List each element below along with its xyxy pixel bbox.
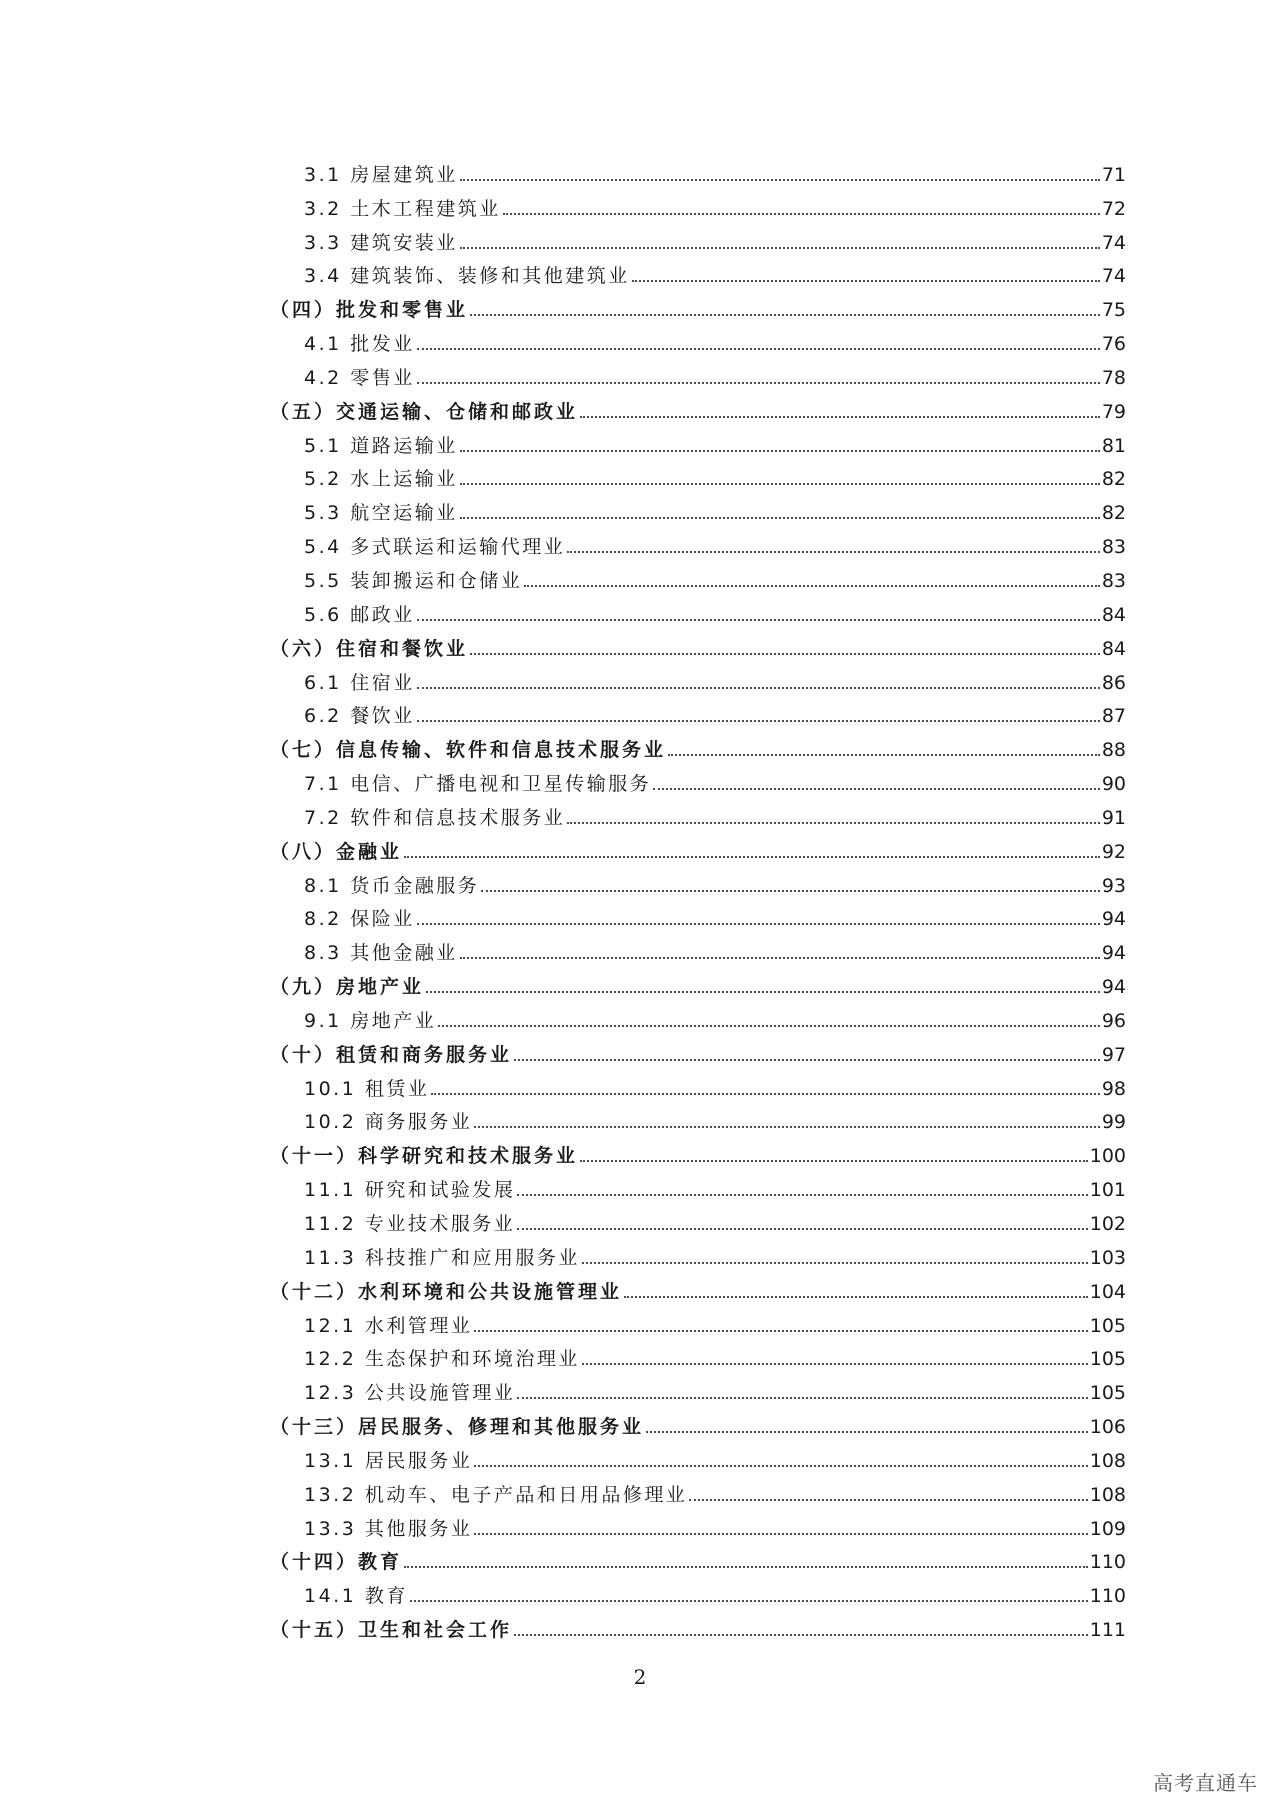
toc-entry-title: （九）房地产业 [270, 976, 425, 999]
toc-entry-title: 10.1 租赁业 [304, 1077, 430, 1100]
toc-section-entry[interactable] [270, 830, 1126, 864]
toc-entry-title: 8.1 货币金融服务 [304, 874, 480, 897]
toc-subsection-entry[interactable] [270, 221, 1126, 255]
toc-dot-leader [474, 1330, 1087, 1332]
toc-entry-title: 8.3 其他金融业 [304, 942, 458, 965]
toc-dot-leader [417, 923, 1100, 925]
toc-entry-page-number: 74 [1101, 265, 1126, 288]
toc-entry-title: 7.2 软件和信息技术服务业 [304, 806, 566, 829]
toc-dot-leader [474, 1533, 1087, 1535]
toc-dot-leader [417, 687, 1100, 689]
toc-entry-page-number: 76 [1101, 333, 1126, 356]
toc-entry-title: 5.5 装卸搬运和仓储业 [304, 569, 523, 592]
toc-dot-leader [567, 822, 1100, 824]
toc-entry-page-number: 104 [1089, 1280, 1126, 1303]
toc-entry-title: 10.2 商务服务业 [304, 1111, 473, 1134]
toc-dot-leader [514, 1059, 1100, 1061]
toc-entry-title: 5.3 航空运输业 [304, 502, 458, 525]
toc-entry-page-number: 102 [1089, 1213, 1126, 1235]
toc-subsection-entry[interactable] [270, 661, 1126, 695]
toc-entry-page-number: 93 [1101, 874, 1126, 897]
toc-subsection-entry[interactable] [270, 1371, 1126, 1405]
toc-subsection-entry[interactable] [270, 187, 1126, 221]
toc-subsection-entry[interactable] [270, 458, 1126, 492]
toc-subsection-entry[interactable] [270, 695, 1126, 729]
page-number: 2 [633, 1665, 647, 1689]
toc-dot-leader [417, 382, 1100, 384]
toc-dot-leader [460, 450, 1100, 452]
toc-entry-title: 12.1 水利管理业 [304, 1314, 473, 1337]
toc-entry-title: 5.6 邮政业 [304, 603, 415, 626]
toc-dot-leader [624, 1296, 1088, 1298]
toc-entry-page-number: 88 [1101, 739, 1126, 762]
toc-entry-page-number: 105 [1089, 1314, 1126, 1337]
toc-entry-title: 13.1 居民服务业 [304, 1449, 473, 1472]
toc-subsection-entry[interactable] [270, 796, 1126, 830]
toc-entry-title: 11.1 研究和试验发展 [304, 1179, 516, 1202]
toc-entry-page-number: 100 [1089, 1145, 1126, 1168]
toc-entry-page-number: 110 [1089, 1585, 1126, 1608]
toc-subsection-entry[interactable] [270, 322, 1126, 356]
toc-entry-page-number: 109 [1089, 1517, 1126, 1540]
toc-section-entry[interactable] [270, 1541, 1126, 1575]
toc-entry-title: 12.3 公共设施管理业 [304, 1382, 516, 1405]
toc-section-entry[interactable] [270, 965, 1126, 999]
toc-entry-title: （六）住宿和餐饮业 [270, 637, 469, 660]
toc-entry-page-number: 103 [1089, 1246, 1126, 1269]
toc-dot-leader [460, 247, 1100, 249]
toc-entry-title: （十二）水利环境和公共设施管理业 [270, 1280, 623, 1303]
toc-dot-leader [653, 788, 1100, 790]
toc-entry-title: 11.2 专业技术服务业 [304, 1213, 516, 1235]
toc-entry-page-number: 99 [1101, 1111, 1126, 1134]
toc-entry-title: 11.3 科技推广和应用服务业 [304, 1246, 580, 1269]
toc-entry-title: （十四）教育 [270, 1551, 403, 1574]
toc-entry-title: （八）金融业 [270, 840, 403, 863]
toc-dot-leader [582, 1363, 1088, 1365]
toc-dot-leader [438, 1025, 1100, 1027]
toc-dot-leader [431, 1093, 1099, 1095]
toc-entry-title: 13.3 其他服务业 [304, 1517, 473, 1540]
toc-dot-leader [474, 1465, 1087, 1467]
toc-entry-page-number: 110 [1089, 1551, 1126, 1574]
toc-dot-leader [474, 1126, 1099, 1128]
toc-subsection-entry[interactable] [270, 1304, 1126, 1338]
toc-entry-title: 5.4 多式联运和运输代理业 [304, 536, 566, 559]
toc-dot-leader [417, 348, 1100, 350]
toc-subsection-entry[interactable] [270, 356, 1126, 390]
toc-subsection-entry[interactable] [270, 1202, 1126, 1236]
toc-dot-leader [632, 280, 1100, 282]
toc-subsection-entry[interactable] [270, 424, 1126, 458]
toc-subsection-entry[interactable] [270, 762, 1126, 796]
toc-entry-title: 13.2 机动车、电子产品和日用品修理业 [304, 1483, 688, 1506]
toc-subsection-entry[interactable] [270, 1439, 1126, 1473]
toc-entry-page-number: 105 [1089, 1348, 1126, 1371]
toc-dot-leader [417, 720, 1100, 722]
toc-entry-page-number: 84 [1101, 637, 1126, 660]
toc-entry-page-number: 94 [1101, 908, 1126, 931]
toc-dot-leader [470, 314, 1100, 316]
toc-section-entry[interactable] [270, 1608, 1126, 1642]
toc-dot-leader [689, 1499, 1087, 1501]
toc-subsection-entry[interactable] [270, 593, 1126, 627]
toc-entry-title: 3.2 土木工程建筑业 [304, 197, 501, 220]
toc-subsection-entry[interactable] [270, 559, 1126, 593]
toc-subsection-entry[interactable] [270, 1338, 1126, 1372]
toc-entry-page-number: 81 [1101, 434, 1126, 457]
toc-section-entry[interactable] [270, 1033, 1126, 1067]
toc-entry-title: 12.2 生态保护和环境治理业 [304, 1348, 580, 1371]
toc-dot-leader [567, 551, 1100, 553]
toc-dot-leader [410, 1600, 1088, 1602]
toc-entry-title: （七）信息传输、软件和信息技术服务业 [270, 739, 667, 762]
toc-entry-title: 3.4 建筑装饰、装修和其他建筑业 [304, 265, 630, 288]
toc-section-entry[interactable] [270, 1134, 1126, 1168]
toc-entry-title: 3.3 建筑安装业 [304, 231, 458, 254]
toc-subsection-entry[interactable] [270, 999, 1126, 1033]
toc-subsection-entry[interactable] [270, 1473, 1126, 1507]
toc-entry-title: 6.2 餐饮业 [304, 705, 415, 728]
toc-dot-leader [503, 213, 1100, 215]
table-of-contents [270, 153, 1126, 1642]
toc-subsection-entry[interactable] [270, 1067, 1126, 1101]
toc-entry-title: 7.1 电信、广播电视和卫星传输服务 [304, 773, 652, 796]
toc-subsection-entry[interactable] [270, 1101, 1126, 1135]
toc-entry-page-number: 74 [1101, 231, 1126, 254]
toc-entry-page-number: 83 [1101, 569, 1126, 592]
toc-entry-page-number: 75 [1101, 299, 1126, 322]
toc-entry-page-number: 86 [1101, 671, 1126, 694]
toc-entry-page-number: 101 [1089, 1179, 1126, 1202]
toc-dot-leader [481, 890, 1100, 892]
toc-dot-leader [426, 991, 1100, 993]
toc-dot-leader [460, 179, 1100, 181]
toc-dot-leader [460, 957, 1100, 959]
toc-dot-leader [460, 483, 1100, 485]
toc-dot-leader [646, 1431, 1088, 1433]
toc-subsection-entry[interactable] [270, 898, 1126, 932]
toc-subsection-entry[interactable] [270, 491, 1126, 525]
toc-dot-leader [580, 1160, 1088, 1162]
toc-entry-page-number: 94 [1101, 942, 1126, 965]
toc-dot-leader [460, 517, 1100, 519]
toc-subsection-entry[interactable] [270, 153, 1126, 187]
toc-entry-page-number: 91 [1101, 806, 1126, 829]
toc-dot-leader [582, 1262, 1088, 1264]
toc-entry-title: （十三）居民服务、修理和其他服务业 [270, 1416, 645, 1439]
toc-dot-leader [517, 1397, 1087, 1399]
toc-entry-title: （四）批发和零售业 [270, 299, 469, 322]
toc-entry-page-number: 108 [1089, 1449, 1126, 1472]
toc-subsection-entry[interactable] [270, 864, 1126, 898]
toc-entry-title: 4.2 零售业 [304, 366, 415, 389]
toc-subsection-entry[interactable] [270, 255, 1126, 289]
toc-subsection-entry[interactable] [270, 1574, 1126, 1608]
toc-entry-page-number: 105 [1089, 1382, 1126, 1405]
toc-entry-title: 6.1 住宿业 [304, 671, 415, 694]
toc-entry-title: 3.1 房屋建筑业 [304, 163, 458, 186]
toc-entry-page-number: 78 [1101, 366, 1126, 389]
toc-section-entry[interactable] [270, 1405, 1126, 1439]
toc-section-entry[interactable] [270, 728, 1126, 762]
toc-entry-title: 14.1 教育 [304, 1585, 408, 1608]
toc-entry-page-number: 72 [1101, 197, 1126, 220]
toc-entry-title: 9.1 房地产业 [304, 1009, 437, 1032]
toc-section-entry[interactable] [270, 1270, 1126, 1304]
toc-entry-title: 5.2 水上运输业 [304, 468, 458, 491]
toc-entry-page-number: 92 [1101, 840, 1126, 863]
toc-entry-page-number: 111 [1089, 1619, 1126, 1642]
toc-entry-page-number: 97 [1101, 1043, 1126, 1066]
toc-entry-page-number: 108 [1089, 1483, 1126, 1506]
toc-dot-leader [668, 754, 1100, 756]
toc-entry-title: （十一）科学研究和技术服务业 [270, 1145, 579, 1168]
toc-entry-page-number: 98 [1101, 1077, 1126, 1100]
toc-dot-leader [514, 1634, 1088, 1636]
toc-subsection-entry[interactable] [270, 1236, 1126, 1270]
toc-subsection-entry[interactable] [270, 931, 1126, 965]
toc-dot-leader [470, 653, 1100, 655]
toc-entry-title: （十）租赁和商务服务业 [270, 1043, 513, 1066]
toc-entry-page-number: 106 [1089, 1416, 1126, 1439]
toc-entry-page-number: 87 [1101, 705, 1126, 728]
toc-section-entry[interactable] [270, 627, 1126, 661]
toc-dot-leader [417, 619, 1100, 621]
toc-entry-title: 8.2 保险业 [304, 908, 415, 931]
toc-subsection-entry[interactable] [270, 525, 1126, 559]
toc-section-entry[interactable] [270, 390, 1126, 424]
toc-section-entry[interactable] [270, 288, 1126, 322]
toc-entry-page-number: 79 [1101, 400, 1126, 423]
watermark-text: 高考直通车 [1153, 1771, 1258, 1795]
toc-entry-page-number: 94 [1101, 976, 1126, 999]
toc-dot-leader [517, 1194, 1087, 1196]
toc-subsection-entry[interactable] [270, 1507, 1126, 1541]
toc-entry-page-number: 96 [1101, 1009, 1126, 1032]
toc-entry-page-number: 71 [1101, 163, 1126, 186]
toc-subsection-entry[interactable] [270, 1168, 1126, 1202]
toc-entry-page-number: 84 [1101, 603, 1126, 626]
toc-entry-page-number: 82 [1101, 502, 1126, 525]
toc-entry-title: （五）交通运输、仓储和邮政业 [270, 400, 579, 423]
toc-entry-title: （十五）卫生和社会工作 [270, 1619, 513, 1642]
toc-entry-title: 4.1 批发业 [304, 333, 415, 356]
toc-entry-title: 5.1 道路运输业 [304, 434, 458, 457]
toc-entry-page-number: 90 [1101, 773, 1126, 796]
toc-dot-leader [517, 1228, 1087, 1230]
toc-dot-leader [404, 1566, 1088, 1568]
toc-dot-leader [580, 416, 1100, 418]
toc-dot-leader [404, 856, 1100, 858]
toc-entry-page-number: 82 [1101, 468, 1126, 491]
toc-entry-page-number: 83 [1101, 536, 1126, 559]
toc-dot-leader [524, 585, 1100, 587]
